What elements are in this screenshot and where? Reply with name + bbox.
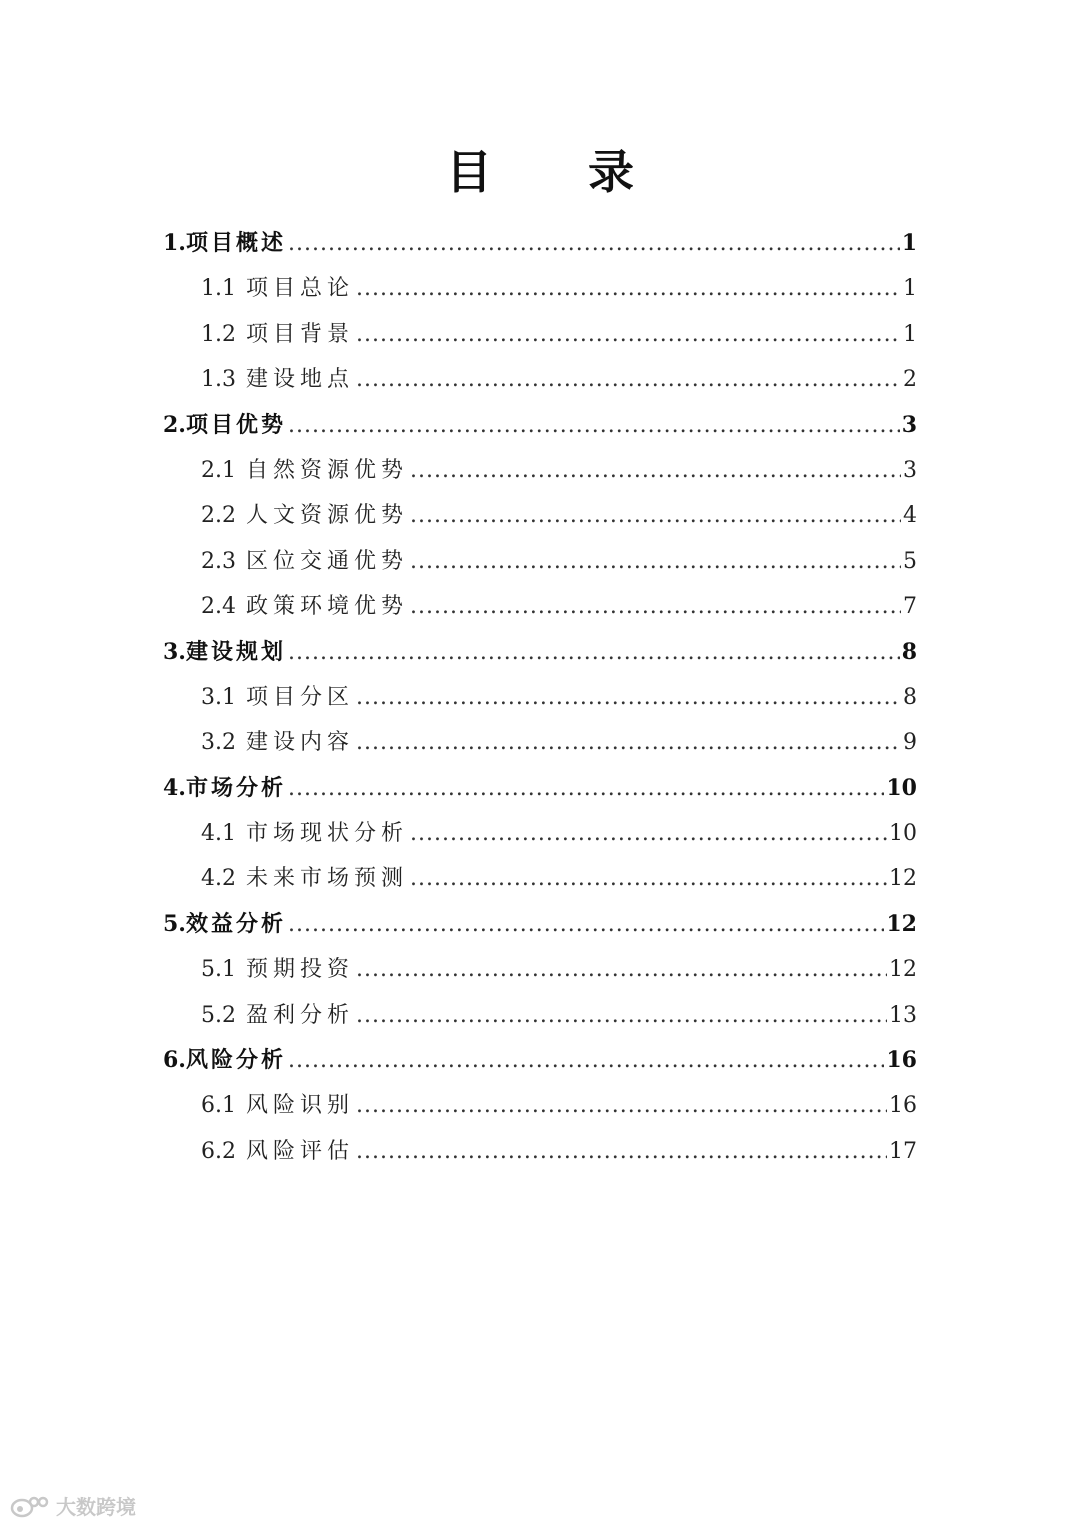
toc-entry-title: 政策环境优势	[246, 594, 409, 620]
toc-page-number: 3	[901, 411, 917, 438]
toc-entry-title: 风险评估	[246, 1138, 355, 1164]
toc-section-entry[interactable]	[163, 675, 917, 720]
toc-dot-leader	[356, 947, 887, 992]
toc-entry-title: 建设内容	[246, 730, 355, 756]
toc-entry-number: 4.	[163, 774, 186, 801]
toc-entry-title: 自然资源优势	[246, 457, 409, 483]
toc-page-number: 13	[889, 1002, 917, 1028]
toc-entry-number: 6.	[163, 1047, 186, 1074]
toc-page-number: 16	[886, 1047, 917, 1074]
toc-page-number: 1	[903, 321, 917, 347]
toc-entry-title: 市场现状分析	[246, 821, 409, 847]
toc-dot-leader	[410, 856, 887, 901]
toc-page-number: 7	[903, 594, 917, 620]
toc-entry-title: 盈利分析	[246, 1002, 355, 1028]
toc-section-entry[interactable]	[163, 720, 917, 765]
toc-entry-number: 5.1	[201, 957, 236, 983]
watermark-text: 大数跨境	[56, 1495, 136, 1519]
toc-page-number: 5	[903, 548, 917, 574]
toc-entry-number: 4.1	[201, 821, 236, 847]
watermark	[10, 1491, 136, 1520]
toc-dot-leader	[410, 584, 901, 629]
toc-chapter-entry[interactable]	[163, 221, 917, 266]
toc-entry-number: 5.	[163, 910, 186, 937]
toc-dot-leader	[356, 1129, 887, 1174]
toc-entry-number: 2.4	[201, 594, 236, 620]
toc-section-entry[interactable]	[163, 493, 917, 538]
toc-section-entry[interactable]	[163, 448, 917, 493]
toc-dot-leader	[288, 403, 900, 448]
toc-page-number: 3	[903, 457, 917, 483]
toc-entry-title: 风险识别	[246, 1093, 355, 1119]
toc-page-number: 2	[903, 367, 917, 393]
toc-chapter-entry[interactable]	[163, 766, 917, 811]
toc-entry-number: 6.2	[201, 1138, 236, 1164]
toc-page-number: 12	[886, 910, 917, 937]
toc-dot-leader	[288, 221, 900, 266]
toc-entry-title: 人文资源优势	[246, 503, 409, 529]
toc-page-number: 12	[889, 866, 917, 892]
toc-page-number: 12	[889, 957, 917, 983]
toc-entry-title: 效益分析	[185, 910, 286, 937]
toc-dot-leader	[356, 266, 901, 311]
toc-dot-leader	[356, 993, 887, 1038]
toc-entry-number: 1.	[163, 230, 186, 256]
toc-dot-leader	[288, 766, 884, 811]
toc-section-entry[interactable]	[163, 1083, 917, 1128]
toc-dot-leader	[356, 1083, 887, 1128]
toc-chapter-entry[interactable]	[163, 902, 917, 947]
toc-entry-number: 1.1	[201, 276, 236, 302]
toc-dot-leader	[410, 539, 901, 584]
toc-dot-leader	[410, 811, 887, 856]
toc-entry-number: 5.2	[201, 1002, 236, 1028]
toc-dot-leader	[356, 720, 901, 765]
toc-entry-title: 区位交通优势	[246, 548, 409, 574]
toc-entry-number: 2.	[163, 411, 186, 438]
toc-section-entry[interactable]	[163, 539, 917, 584]
toc-section-entry[interactable]	[163, 811, 917, 856]
toc-entry-title: 项目背景	[246, 321, 355, 347]
toc-entry-number: 3.	[163, 638, 186, 665]
toc-section-entry[interactable]	[163, 856, 917, 901]
toc-entry-title: 项目总论	[246, 276, 355, 302]
toc-entry-number: 1.2	[201, 321, 236, 347]
toc-entry-number: 2.1	[201, 457, 236, 483]
toc-entry-title: 市场分析	[185, 774, 286, 801]
toc-page-number: 8	[901, 638, 917, 665]
toc-page-number: 10	[889, 821, 917, 847]
toc-entry-title: 项目分区	[246, 684, 355, 710]
toc-section-entry[interactable]	[163, 584, 917, 629]
toc-entry-number: 4.2	[201, 866, 236, 892]
toc-page-number: 4	[903, 503, 917, 529]
toc-section-entry[interactable]	[163, 1129, 917, 1174]
toc-entry-title: 项目优势	[185, 411, 286, 438]
toc-page-number: 10	[886, 774, 917, 801]
toc-section-entry[interactable]	[163, 947, 917, 992]
toc-entry-title: 预期投资	[246, 957, 355, 983]
table-of-contents	[163, 221, 917, 1174]
toc-dot-leader	[356, 357, 901, 402]
toc-page-number: 8	[903, 684, 917, 710]
toc-entry-title: 风险分析	[185, 1047, 286, 1074]
toc-entry-number: 3.2	[201, 730, 236, 756]
toc-entry-title: 建设规划	[185, 638, 286, 665]
toc-dot-leader	[288, 902, 884, 947]
toc-chapter-entry[interactable]	[163, 1038, 917, 1083]
toc-dot-leader	[356, 675, 901, 720]
toc-chapter-entry[interactable]	[163, 630, 917, 675]
toc-page-number: 16	[889, 1093, 917, 1119]
toc-dot-leader	[356, 312, 901, 357]
toc-entry-title: 建设地点	[246, 367, 355, 393]
page-title: 目 录	[445, 145, 674, 199]
toc-entry-number: 3.1	[201, 684, 236, 710]
toc-section-entry[interactable]	[163, 993, 917, 1038]
toc-entry-number: 2.3	[201, 548, 236, 574]
toc-entry-number: 1.3	[201, 367, 236, 393]
toc-section-entry[interactable]	[163, 357, 917, 402]
toc-chapter-entry[interactable]	[163, 403, 917, 448]
toc-page-number: 17	[889, 1138, 917, 1164]
toc-page-number: 1	[901, 230, 917, 256]
toc-dot-leader	[410, 448, 901, 493]
toc-entry-title: 项目概述	[185, 230, 286, 256]
toc-section-entry[interactable]	[163, 312, 917, 357]
toc-entry-title: 未来市场预测	[246, 866, 409, 892]
weibo-logo-icon	[10, 1493, 50, 1519]
toc-dot-leader	[288, 1038, 884, 1083]
toc-page-number: 1	[903, 276, 917, 302]
toc-section-entry[interactable]	[163, 266, 917, 311]
toc-page-number: 9	[903, 730, 917, 756]
toc-dot-leader	[410, 493, 901, 538]
toc-dot-leader	[288, 630, 900, 675]
toc-entry-number: 6.1	[201, 1093, 236, 1119]
toc-entry-number: 2.2	[201, 503, 236, 529]
